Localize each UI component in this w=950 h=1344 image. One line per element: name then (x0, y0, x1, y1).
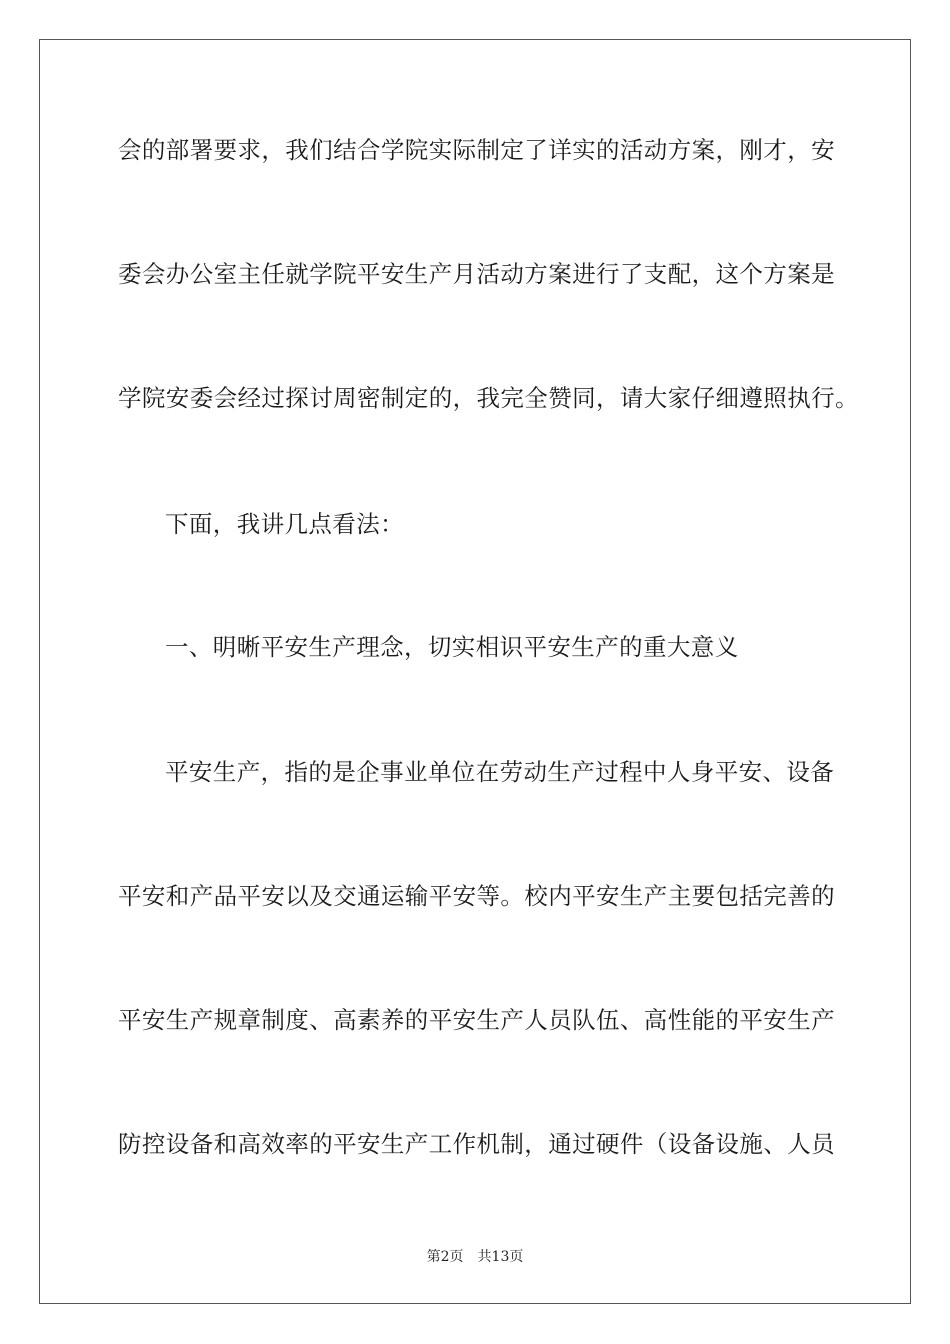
body-text-line: 学院安委会经过探讨周密制定的，我完全赞同，请大家仔细遵照执行。 (118, 384, 859, 412)
page-number: 第2页 (426, 1249, 464, 1265)
page-footer (0, 1248, 950, 1266)
body-text-line: 防控设备和高效率的平安生产工作机制，通过硬件（设备设施、人员 (118, 1130, 835, 1158)
body-text-line: 平安生产，指的是企事业单位在劳动生产过程中人身平安、设备 (165, 758, 835, 786)
body-text-line: 平安生产规章制度、高素养的平安生产人员队伍、高性能的平安生产 (118, 1006, 835, 1034)
page-total: 共13页 (477, 1249, 524, 1265)
page-border (39, 39, 911, 1304)
section-heading: 一、明晰平安生产理念，切实相识平安生产的重大意义 (165, 633, 739, 661)
body-text-line: 下面，我讲几点看法： (165, 510, 404, 538)
body-text-line: 平安和产品平安以及交通运输平安等。校内平安生产主要包括完善的 (118, 882, 835, 910)
body-text-line: 会的部署要求，我们结合学院实际制定了详实的活动方案，刚才，安 (118, 136, 835, 164)
body-text-line: 委会办公室主任就学院平安生产月活动方案进行了支配，这个方案是 (118, 260, 835, 288)
